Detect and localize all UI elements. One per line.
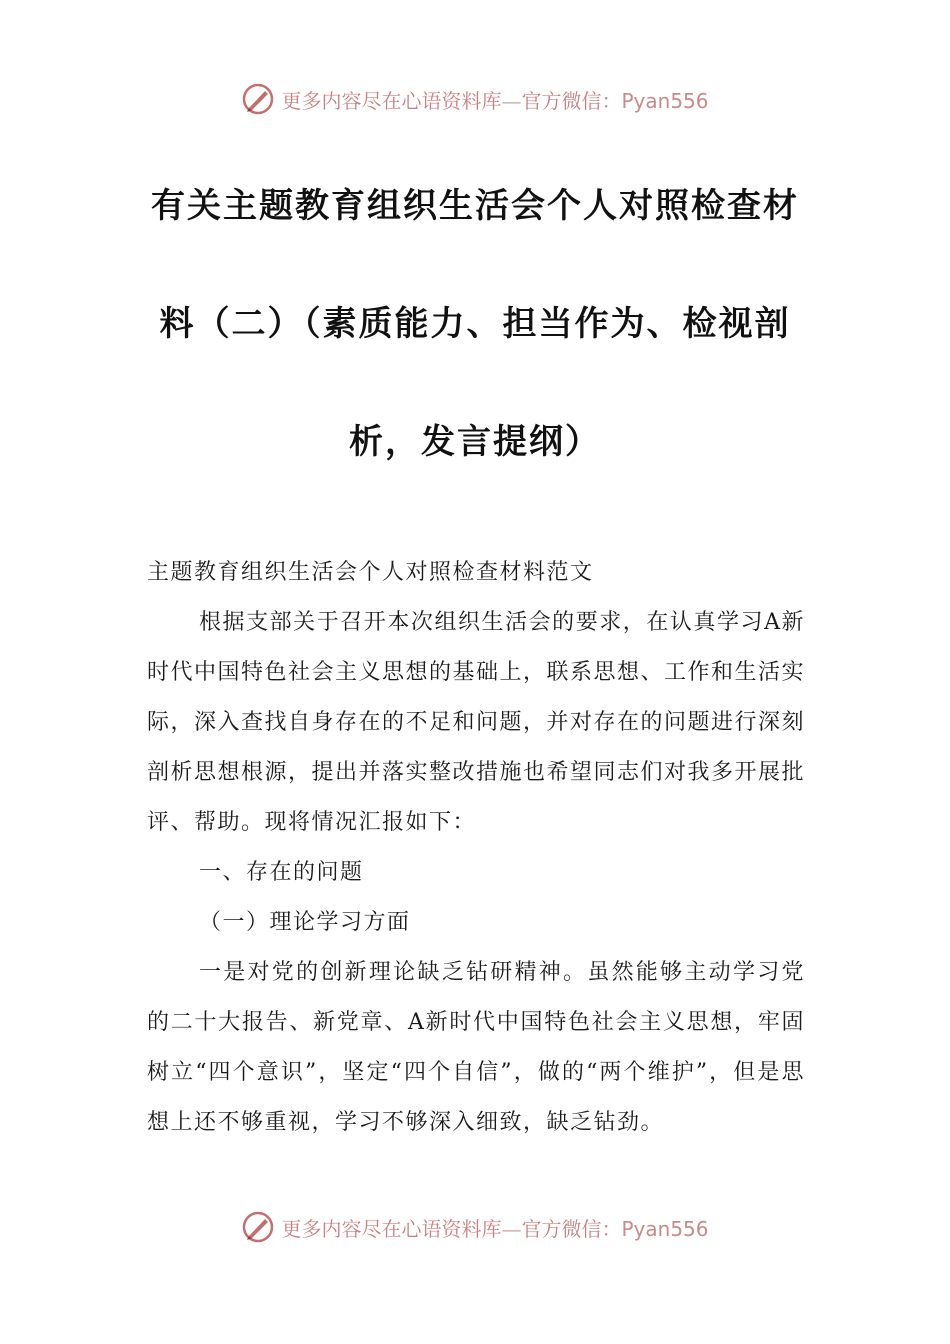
document-body xyxy=(147,548,805,1148)
watermark-wechat-id: Pyan556 xyxy=(621,1216,709,1241)
document-title-line-1: 有关主题教育组织生活会个人对照检查材 xyxy=(151,186,799,226)
watermark-wechat-id: Pyan556 xyxy=(621,88,709,113)
watermark-separator: — xyxy=(501,88,522,113)
watermark-main: 更多内容尽在心语资料库 xyxy=(281,88,502,113)
point-paragraph: 一是对党的创新理论缺乏钻研精神。虽然能够主动学习党的二十大报告、新党章、A新时代中国特色社会主义思想，牢固树立“四个意识”，坚定“四个自信”，做的“两个维护”，但是思想上还不够重视，学习不够深入细致，缺乏钻劲。 xyxy=(147,960,805,1135)
document-title-line-2: 料（二）（素质能力、担当作为、检视剖 xyxy=(159,304,791,344)
watermark-separator: — xyxy=(501,1216,522,1241)
watermark-header xyxy=(0,82,950,116)
document-title-line-3: 析，发言提纲） xyxy=(349,422,601,462)
watermark-text xyxy=(281,1213,708,1242)
watermark-main: 更多内容尽在心语资料库 xyxy=(281,1216,502,1241)
watermark-text xyxy=(281,85,708,114)
subsection-heading: （一）理论学习方面 xyxy=(199,910,411,935)
pen-logo-icon xyxy=(241,1210,275,1244)
intro-paragraph: 根据支部关于召开本次组织生活会的要求，在认真学习A新时代中国特色社会主义思想的基础上，联系思想、工作和生活实际，深入查找自身存在的不足和问题，并对存在的问题进行深刻剖析思想根源，提出并落实整改措施也希望同志们对我多开展批评、帮助。现将情况汇报如下： xyxy=(147,610,806,835)
section-heading: 一、存在的问题 xyxy=(199,860,364,885)
pen-logo-icon xyxy=(241,82,275,116)
watermark-official: 官方微信： xyxy=(521,88,622,113)
watermark-footer xyxy=(0,1210,950,1244)
document-subtitle: 主题教育组织生活会个人对照检查材料范文 xyxy=(147,560,594,585)
watermark-official: 官方微信： xyxy=(521,1216,622,1241)
